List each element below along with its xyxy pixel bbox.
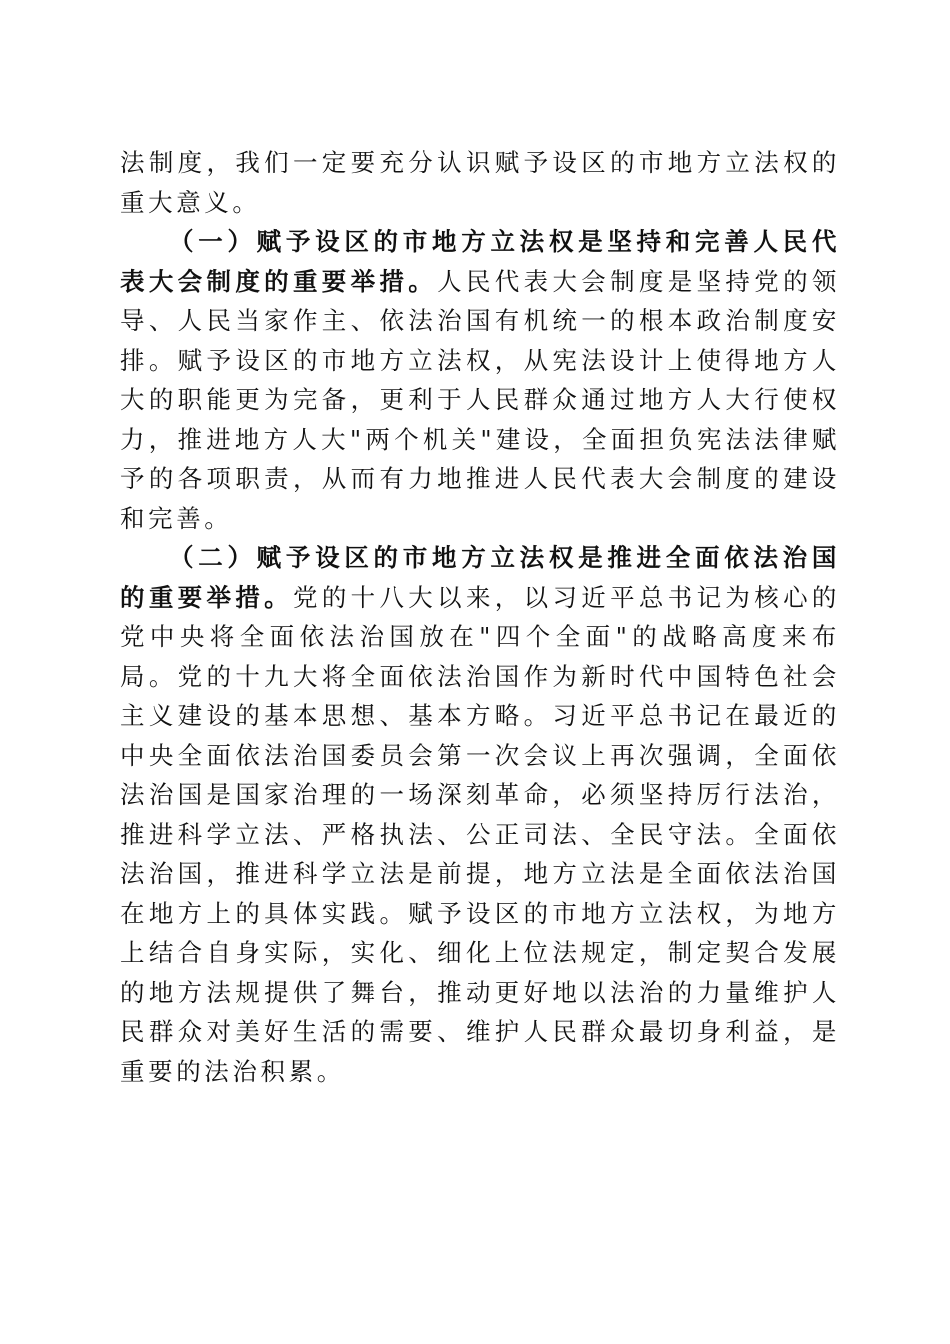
paragraph-continuation (120, 143, 840, 222)
paragraph-section-two (120, 538, 840, 1091)
paragraph-section-one (120, 222, 840, 538)
section-heading: （一）赋予设区的市地方立法权是坚持和完善人民代表大会制度的重要举措。 (120, 227, 840, 296)
paragraph-text: 法制度，我们一定要充分认识赋予设区的市地方立法权的重大意义。 (120, 148, 840, 217)
paragraph-text: 人民代表大会制度是坚持党的领导、人民当家作主、依法治国有机统一的根本政治制度安排。赋予设区的市地方立法权，从宪法设计上使得地方人大的职能更为完备，更利于人民群众通过地方人大行使权力，推进地方人大"两个机关"建设，全面担负宪法法律赋予的各项职责，从而有力地推进人民代表大会制度的建设和完善。 (120, 266, 840, 533)
section-heading: （二）赋予设区的市地方立法权是推进全面依法治国的重要举措。 (120, 543, 840, 612)
document-body (120, 143, 840, 1091)
paragraph-text: 党的十八大以来，以习近平总书记为核心的党中央将全面依法治国放在"四个全面"的战略高度来布局。党的十九大将全面依法治国作为新时代中国特色社会主义建设的基本思想、基本方略。习近平总书记在最近的中央全面依法治国委员会第一次会议上再次强调，全面依法治国是国家治理的一场深刻革命，必须坚持厉行法治，推进科学立法、严格执法、公正司法、全民守法。全面依法治国，推进科学立法是前提，地方立法是全面依法治国在地方上的具体实践。赋予设区的市地方立法权，为地方上结合自身实际，实化、细化上位法规定，制定契合发展的地方法规提供了舞台，推动更好地以法治的力量维护人民群众对美好生活的需要、维护人民群众最切身利益，是重要的法治积累。 (120, 582, 840, 1086)
